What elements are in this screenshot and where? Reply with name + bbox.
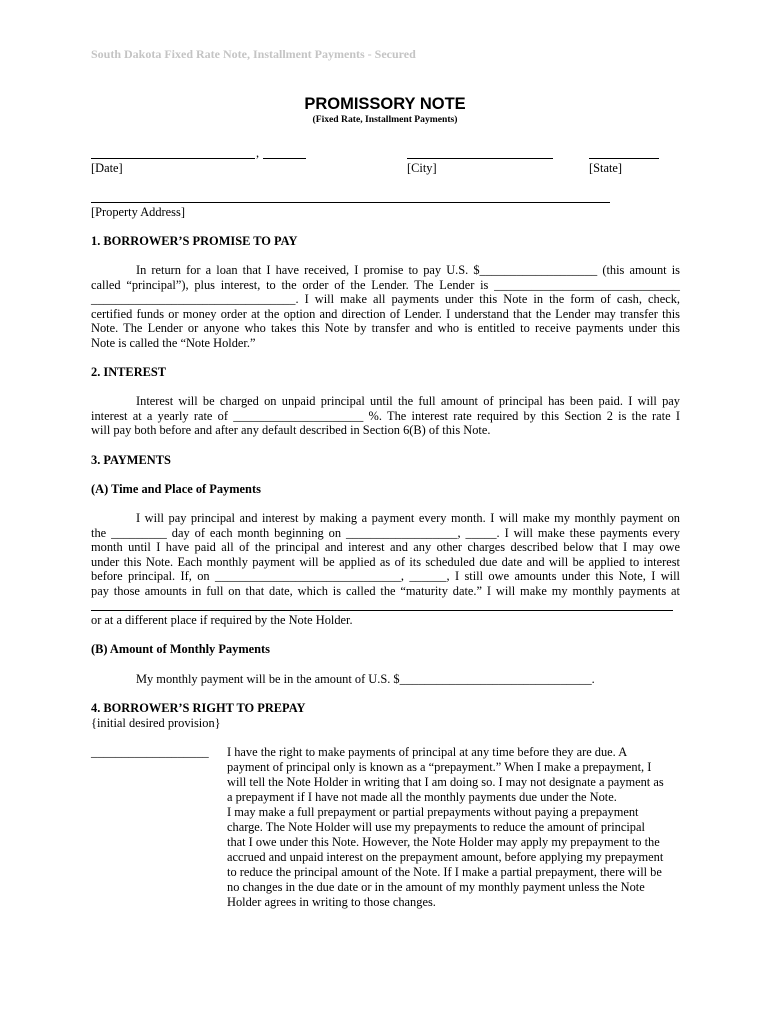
state-blank[interactable] — [589, 158, 659, 159]
section-1-line: certified funds or money order at the option and direction of Lender. I understand that the Lender may transfer this — [91, 306, 680, 321]
section-4-heading: 4. BORROWER’S RIGHT TO PREPAY — [91, 701, 306, 715]
city-label: [City] — [407, 161, 437, 175]
section-1-line: In return for a loan that I have received, I promise to pay U.S. $___________________ (this amount is — [136, 263, 680, 277]
section-4-line: will tell the Note Holder in writing that I am doing so. I may not designate a payment as — [227, 775, 664, 789]
page-title: PROMISSORY NOTE — [304, 95, 466, 113]
section-3a-after-line: or at a different place if required by the Note Holder. — [91, 613, 353, 627]
date-month-day-blank[interactable] — [91, 158, 255, 159]
section-2-line: will pay both before and after any default described in Section 6(B) of this Note. — [91, 423, 491, 438]
section-4-paragraph — [227, 745, 680, 910]
section-4-line: I have the right to make payments of principal at any time before they are due. A — [227, 745, 628, 759]
state-label: [State] — [589, 161, 623, 175]
city-blank[interactable] — [407, 158, 553, 159]
section-3a-line: month until I have paid all of the principal and interest and any other charges described below that I may owe — [91, 540, 680, 555]
section-4-line: I may make a full prepayment or partial prepayments without paying a prepayment — [227, 805, 639, 819]
section-4-line: payment of principal only is known as a “prepayment.” When I make a prepayment, I — [227, 760, 652, 774]
section-2-line: interest at a yearly rate of _____________________ %. The interest rate required by this Section 2 is the rate I — [91, 408, 680, 423]
payment-place-blank[interactable] — [91, 610, 673, 611]
section-1-paragraph — [91, 263, 680, 351]
section-4-line: that I owe under this Note. However, the Note Holder may apply my prepayment to the — [227, 835, 660, 849]
section-3a-heading: (A) Time and Place of Payments — [91, 482, 261, 496]
section-3b-line: My monthly payment will be in the amount of U.S. $_______________________________. — [136, 672, 595, 686]
section-3a-line: under this Note. Each monthly payment will be applied as of its scheduled due date and will be applied to interest — [91, 554, 680, 569]
date-label: [Date] — [91, 161, 123, 175]
section-1-line: called “principal”), plus interest, to the order of the Lender. The Lender is ______________________________ — [91, 277, 680, 292]
section-4-line: charge. The Note Holder will use my prepayments to reduce the amount of principal — [227, 820, 645, 834]
date-year-blank[interactable] — [263, 158, 306, 159]
section-3a-line: pay those amounts in full on that date, which is called the “maturity date.” I will make my monthly payments at — [91, 583, 680, 598]
section-3a-line: the _________ day of each month beginning on __________________, _____. I will make these payments every — [91, 525, 680, 540]
section-3a-line: before principal. If, on ______________________________, ______, I still owe amounts under this Note, I will — [91, 569, 680, 584]
section-2-heading: 2. INTEREST — [91, 365, 167, 379]
section-4-line: no changes in the due date or in the amount of my monthly payment unless the Note — [227, 880, 645, 894]
section-3-heading: 3. PAYMENTS — [91, 453, 171, 467]
section-2-paragraph — [91, 394, 680, 438]
section-4-line: to reduce the principal amount of the Note. If I make a partial prepayment, there will be — [227, 865, 662, 879]
section-4-line: Holder agrees in writing to those changes. — [227, 895, 436, 909]
document-watermark: South Dakota Fixed Rate Note, Installment Payments - Secured — [91, 47, 416, 61]
section-1-line: Note. The Lender or anyone who takes this Note by transfer and who is entitled to receive payments under this — [91, 321, 680, 336]
initial-blank[interactable]: ___________________ — [91, 745, 209, 759]
section-3a-line: I will pay principal and interest by making a payment every month. I will make my monthly payment on — [136, 511, 680, 525]
section-1-heading: 1. BORROWER’S PROMISE TO PAY — [91, 234, 298, 248]
section-3a-paragraph — [91, 511, 680, 599]
section-1-line: _________________________________. I will make all payments under this Note in the form of cash, check, — [91, 292, 680, 307]
section-4-line: a prepayment if I have not made all the monthly payments due under the Note. — [227, 790, 617, 804]
section-4-note: {initial desired provision} — [91, 716, 221, 730]
property-address-label: [Property Address] — [91, 205, 185, 219]
section-3b-heading: (B) Amount of Monthly Payments — [91, 642, 270, 656]
page-subtitle: (Fixed Rate, Installment Payments) — [312, 114, 458, 125]
section-1-line: Note is called the “Note Holder.” — [91, 335, 256, 350]
date-comma: , — [256, 146, 260, 160]
property-address-blank[interactable] — [91, 202, 610, 203]
section-4-line: accrued and unpaid interest on the prepayment amount, before applying my prepayment — [227, 850, 664, 864]
section-2-line: Interest will be charged on unpaid principal until the full amount of principal has been paid. I will pay — [136, 394, 680, 408]
